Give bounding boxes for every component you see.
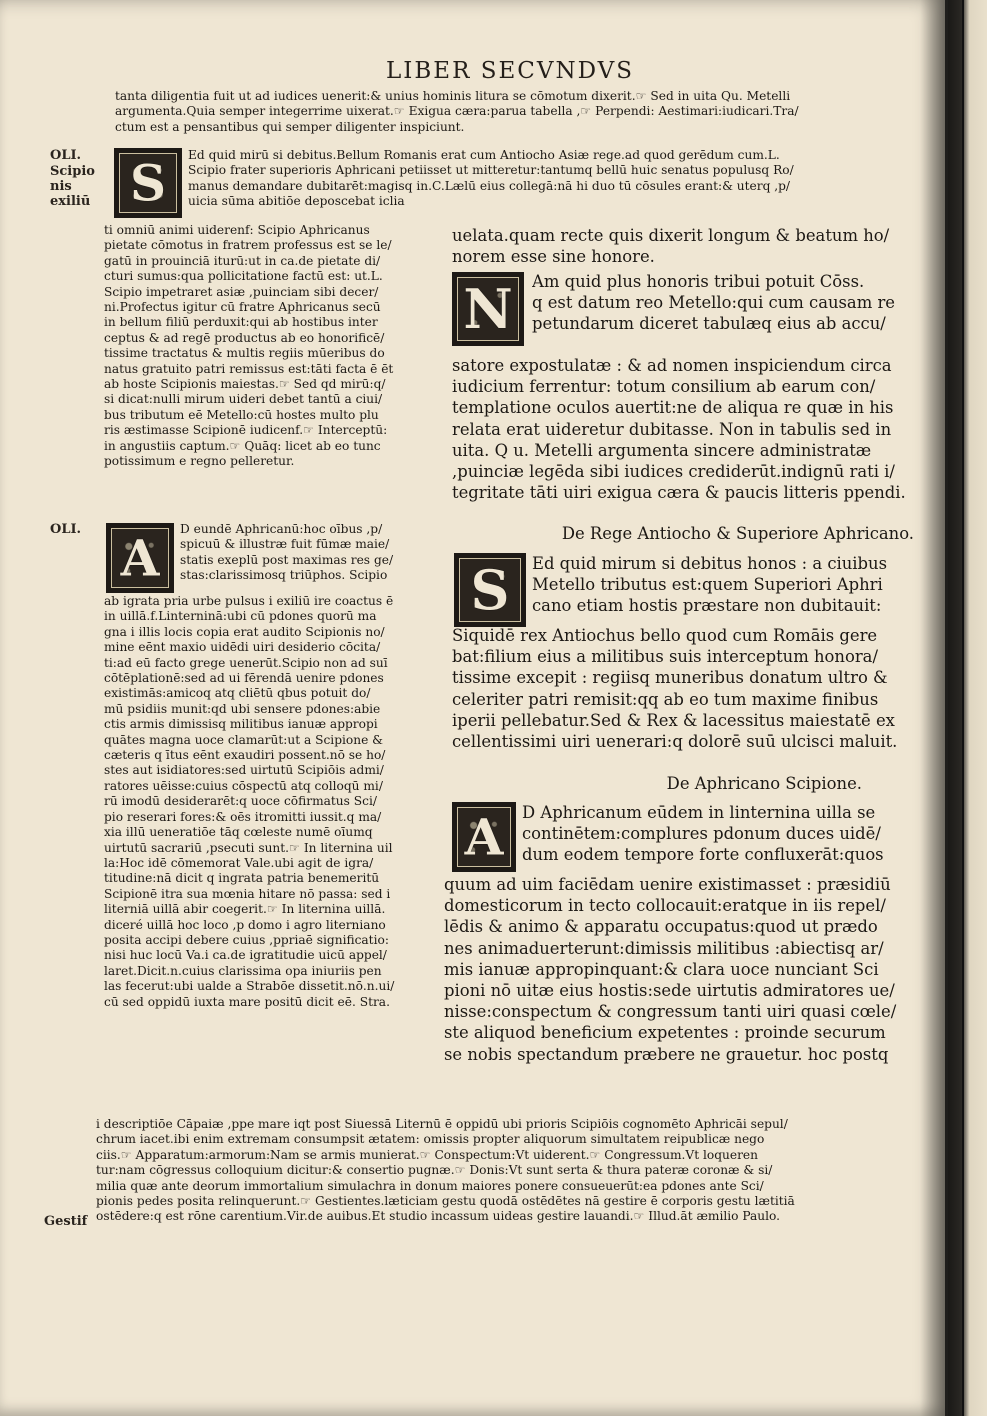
page-edge-line	[962, 0, 964, 1416]
decorated-initial-n	[452, 272, 524, 346]
margin-note-scipio	[50, 164, 95, 209]
commentary-line: statis exeplū post maximas res ge/	[180, 552, 394, 567]
text-line: iperii pellebatur.Sed & Rex & lacessitus maiestatē ex	[452, 710, 895, 730]
margin-note-oli-1: OLI.	[50, 148, 82, 163]
initial-letter: S	[470, 558, 510, 622]
commentary-line: stes aut isidiatores:sed uirtutū Scipiōis admi/	[104, 763, 384, 778]
text-line: uelata.quam recte quis dixerit longum & beatum ho/	[452, 226, 890, 245]
text-line: Metello tributus est:quem Superiori Aphri	[532, 575, 883, 595]
text-line: celeriter patri remisit:qq ab eo tum maxime finibus	[452, 689, 879, 709]
facing-page-edge	[948, 0, 987, 1416]
text-line: pioni nō uitæ eius hostis:sede uirtutis admiratores ue/	[444, 981, 895, 1001]
commentary-line: pio reserari fores:& oēs itromitti iussit.q ma/	[104, 809, 382, 824]
commentary-line: cū sed oppidū iuxta mare positū dicit eē. Stra.	[104, 994, 390, 1009]
initial-letter: A	[464, 807, 504, 867]
margin-note-line: Scipio	[50, 164, 95, 179]
decorated-initial-s	[114, 148, 182, 218]
commentary-line: tissime tractatus & multis regiis mūeribus do	[104, 346, 385, 361]
text-line: dum eodem tempore forte confluxerāt:quos	[522, 845, 884, 865]
margin-note-oli-2: OLI.	[50, 522, 82, 537]
commentary-line: bus tributum eē Metello:cū hostes multo plu	[104, 407, 379, 422]
commentary-line: argumenta.Quia semper integerrime uixerat.☞ Exigua cæra:parua tabella ,☞ Perpendi: Aestimari:iudicari.Tra/	[115, 104, 799, 119]
text-line: relata erat uideretur dubitasse. Non in tabulis sed in	[452, 419, 892, 439]
section-heading-scipio: De Aphricano Scipione.	[666, 774, 862, 793]
text-line: ,puinciæ legēda sibi iudices crediderūt.indignū rati i/	[452, 462, 895, 482]
right-text-a	[452, 225, 914, 267]
text-line: satore expostulatæ : & ad nomen inspiciendum circa	[452, 356, 892, 375]
section-heading-antiochus: De Rege Antiocho & Superiore Aphricano.	[561, 524, 914, 543]
text-line: nisse:conspectum & congressum tanti uiri quasi cœle/	[444, 1002, 897, 1022]
commentary-line: natus gratuito patri remissus est:tāti facta ē ēt	[104, 361, 394, 376]
text-line: petundarum diceret tabulæq eius ab accu/	[532, 314, 886, 334]
initial-letter: A	[120, 528, 160, 588]
commentary-line: ti:ad eū facto grege uenerūt.Scipio non ad suī	[104, 655, 388, 670]
commentary-line: cōtēplationē:sed ad ui fērendā uenire pdones	[104, 671, 384, 686]
top-commentary	[115, 89, 915, 135]
commentary-line: cturi sumus:qua pollicitatione factū est: ut.L.	[104, 269, 383, 284]
left-commentary-b	[104, 594, 438, 1010]
text-line: uita. Q u. Metelli argumenta sincere administratæ	[452, 440, 872, 460]
decorated-initial-a-left	[106, 523, 174, 593]
commentary-line: quātes magna uoce clamarūt:ut a Scipione &	[104, 732, 384, 747]
decorated-initial-a-right	[452, 802, 516, 872]
page-gutter-shadow	[920, 0, 945, 1416]
text-line: Siquidē rex Antiochus bello quod cum Romāis gere	[452, 626, 878, 645]
text-line: cano etiam hostis præstare non dubitauit:	[532, 596, 882, 616]
margin-note-line: exiliū	[50, 194, 91, 209]
initial-letter: S	[129, 153, 167, 213]
initial-letter: N	[463, 277, 513, 341]
commentary-line: in bellum filiū perduxit:qui ab hostibus inter	[104, 315, 378, 330]
commentary-line: ratores uēisse:cuius cōspectū atq colloqū mi/	[104, 778, 383, 793]
margin-note-gestif: Gestif	[44, 1214, 88, 1229]
right-text-b-intro	[532, 271, 914, 335]
left-commentary-b-intro	[180, 522, 436, 584]
commentary-line: ctum est a pensantibus qui semper diligenter inspiciunt.	[115, 119, 465, 134]
text-line: templatione oculos auertit:ne de aliqua re quæ in his	[452, 398, 894, 418]
commentary-line: rū imodū desiderarēt:q uoce cōfirmatus Sci/	[104, 794, 377, 809]
text-line: tissime excepit : regiisq muneribus donatum ultro &	[452, 668, 888, 688]
commentary-line: literniā uillā abir coegerit.☞ In liternina uillā.	[104, 902, 386, 917]
bottom-commentary	[96, 1117, 914, 1225]
commentary-line: cæteris q ītus eēnt exaudiri possent.nō se ho/	[104, 748, 386, 763]
commentary-line: ostēdere:q est rōne carentium.Vir.de auibus.Et studio incassum uideas gestire lauandi.☞ Illud.āt æmilio Paulo.	[96, 1209, 781, 1224]
text-line: se nobis spectandum præbere ne grauetur. hoc postq	[444, 1044, 889, 1064]
commentary-line: laret.Dicit.n.cuius clarissima opa iniuriis pen	[104, 963, 382, 978]
commentary-line: ris æstimasse Scipionē iudicenf.☞ Interceptū:	[104, 423, 388, 438]
commentary-line: ti omniū animi uiderenf: Scipio Aphricanus	[104, 223, 370, 237]
commentary-line: Scipionē itra sua mœnia hitare nō passa: sed i	[104, 886, 391, 901]
commentary-line: uirtutū sacrariū ,psecuti sunt.☞ In liternina uil	[104, 840, 393, 855]
text-line: bat:filium eius a militibus suis interceptum honora/	[452, 647, 878, 667]
text-line: mis ianuæ appropinquant:& clara uoce nunciant Sci	[444, 959, 879, 979]
running-head: LIBER SECVNDVS	[386, 58, 634, 84]
text-line: norem esse sine honore.	[452, 247, 655, 267]
text-line: tegritate tāti uiri exigua cæra & paucis litteris ppendi.	[452, 483, 906, 503]
commentary-line: spicuū & illustræ fuit fūmæ maie/	[180, 537, 390, 552]
commentary-line: gna i illis locis copia erat audito Scipionis no/	[104, 624, 385, 639]
commentary-line: potissimum e regno pelleretur.	[104, 454, 295, 469]
left-commentary-a	[104, 223, 440, 470]
commentary-line: milia quæ ante deorum immortalium simulachra in donum maiores ponere consueuerūt:ea pdones ante Sci/	[96, 1178, 764, 1193]
commentary-line: Ed quid mirū si debitus.Bellum Romanis erat cum Antiocho Asiæ rege.ad quod gerēdum cum.L.	[188, 148, 780, 162]
text-line: continētem:complures pdonum duces uidē/	[522, 824, 881, 844]
commentary-line: D eundē Aphricanū:hoc oībus ,p/	[180, 522, 383, 536]
commentary-line: tanta diligentia fuit ut ad iudices uenerit:& unius hominis litura se cōmotum dixerit.☞ Sed in uita Qu. Metelli	[115, 89, 791, 103]
commentary-line: ni.Profectus igitur cū fratre Aphricanus secū	[104, 300, 381, 315]
text-line: Ed quid mirum si debitus honos : a ciuibus	[532, 554, 888, 573]
commentary-line: uicia sūma abitiōe deposcebat iclia	[188, 194, 405, 209]
commentary-line: mine eēnt maxio uidēdi uiri desiderio cōcita/	[104, 640, 381, 655]
text-line: cellentissimi uiri uenerari:q dolorē suū ulcisci maluit.	[452, 732, 898, 752]
commentary-line: si dicat:nulli mirum uideri debet tantū a ciui/	[104, 392, 383, 407]
commentary-line: diceré uillā hoc loco ,p domo i agro literniano	[104, 917, 386, 932]
commentary-line: stas:clarissimosq triūphos. Scipio	[180, 568, 388, 583]
commentary-line: in angustiis captum.☞ Quāq: licet ab eo tunc	[104, 438, 381, 453]
commentary-line: tur:nam cōgressus colloquium dicitur:& consertio pugnæ.☞ Donis:Vt sunt serta & thura pateræ coronæ & si/	[96, 1163, 773, 1178]
commentary-line: existimās:amicoq atq cliētū qbus potuit do/	[104, 686, 371, 701]
commentary-line: i descriptiōe Cāpaiæ ,ppe mare iqt post Siuessā Liternū ē oppidū ubi prioris Scipiōis cognomēto Aphricāi sepul/	[96, 1117, 788, 1131]
commentary-line: pietate cōmotus in fratrem professus est se le/	[104, 238, 392, 253]
right-text-c-intro	[532, 553, 914, 617]
commentary-line: gatū in prouinciā iturū:ut in ca.de pietate di/	[104, 253, 381, 268]
commentary-line: ceptus & ad regē productus ab eo honorificē/	[104, 330, 385, 345]
text-line: lēdis & animo & apparatu occupatus:quod ut prædo	[444, 917, 878, 937]
commentary-line: ciis.☞ Apparatum:armorum:Nam se armis munierat.☞ Conspectum:Vt uiderent.☞ Congressum.Vt loqueren	[96, 1147, 758, 1162]
text-line: D Aphricanum eūdem in linternina uilla se	[522, 803, 876, 822]
right-text-d	[444, 874, 914, 1065]
commentary-line: las fecerut:ubi ualde a Strabōe dissetit.nō.n.ui/	[104, 979, 395, 994]
commentary-line: xia illū ueneratiōe tāq cœleste numē oīumq	[104, 825, 373, 840]
commentary-line: ctis armis dimissisq militibus ianuæ appropi	[104, 717, 378, 732]
text-line: ste aliquod beneficium expetentes : proinde securum	[444, 1023, 886, 1043]
commentary-line: titudine:nā dicit q ingrata patria benemeritū	[104, 871, 380, 886]
commentary-line: Scipio impetraret asiæ ,puinciam sibi decer/	[104, 284, 379, 299]
commentary-line: pionis pedes posita relinquerunt.☞ Gestientes.læticiam gestu quodā ostēdētes nā gestire ē corporis gestu lætitiā	[96, 1194, 795, 1209]
intro-commentary	[188, 148, 916, 210]
commentary-line: manus demandare dubitarēt:magisq in.C.Lælū eius collegā:nā hi duo tū cōsules erant:& uterq ,p/	[188, 178, 791, 193]
right-text-d-intro	[522, 802, 914, 866]
text-line: iudicium ferrentur: totum consilium ab earum con/	[452, 377, 876, 397]
right-text-c	[452, 625, 914, 752]
commentary-line: mū psidiis munit:qd ubi sensere pdones:abie	[104, 701, 381, 716]
commentary-line: chrum iacet.ibi enim extremam consumpsit ætatem: omissis propter aliquorum simultatem reipublicæ nego	[96, 1132, 765, 1147]
text-line: domesticorum in tecto collocauit:eratque in iis repel/	[444, 896, 886, 916]
decorated-initial-s-right	[454, 553, 526, 627]
text-line: nes animaduerterunt:dimissis militibus :abiectisq ar/	[444, 938, 884, 958]
commentary-line: nisi huc locū Va.i ca.de igratitudie uicū appel/	[104, 948, 387, 963]
text-line: Am quid plus honoris tribui potuit Cōss.	[532, 272, 865, 291]
commentary-line: in uillā.f.Linterninā:ubi cū pdones quorū ma	[104, 609, 377, 624]
text-line: q est datum reo Metello:qui cum causam re	[532, 293, 895, 313]
commentary-line: ab hoste Scipionis maiestas.☞ Sed qd mirū:q/	[104, 377, 386, 392]
text-line: quum ad uim faciēdam uenire existimasset : præsidiū	[444, 875, 891, 894]
right-text-b	[452, 355, 914, 503]
margin-note-line: nis	[50, 179, 72, 194]
commentary-line: la:Hoc idē cōmemorat Vale.ubi agit de igra/	[104, 855, 374, 870]
commentary-line: ab igrata pria urbe pulsus i exiliū ire coactus ē	[104, 594, 394, 608]
commentary-line: Scipio frater superioris Aphricani petiisset ut mitteretur:tantumq bellū huic senatus populusq Ro/	[188, 163, 794, 178]
commentary-line: posita accipi debere cuius ,ppriaē significatio:	[104, 932, 389, 947]
